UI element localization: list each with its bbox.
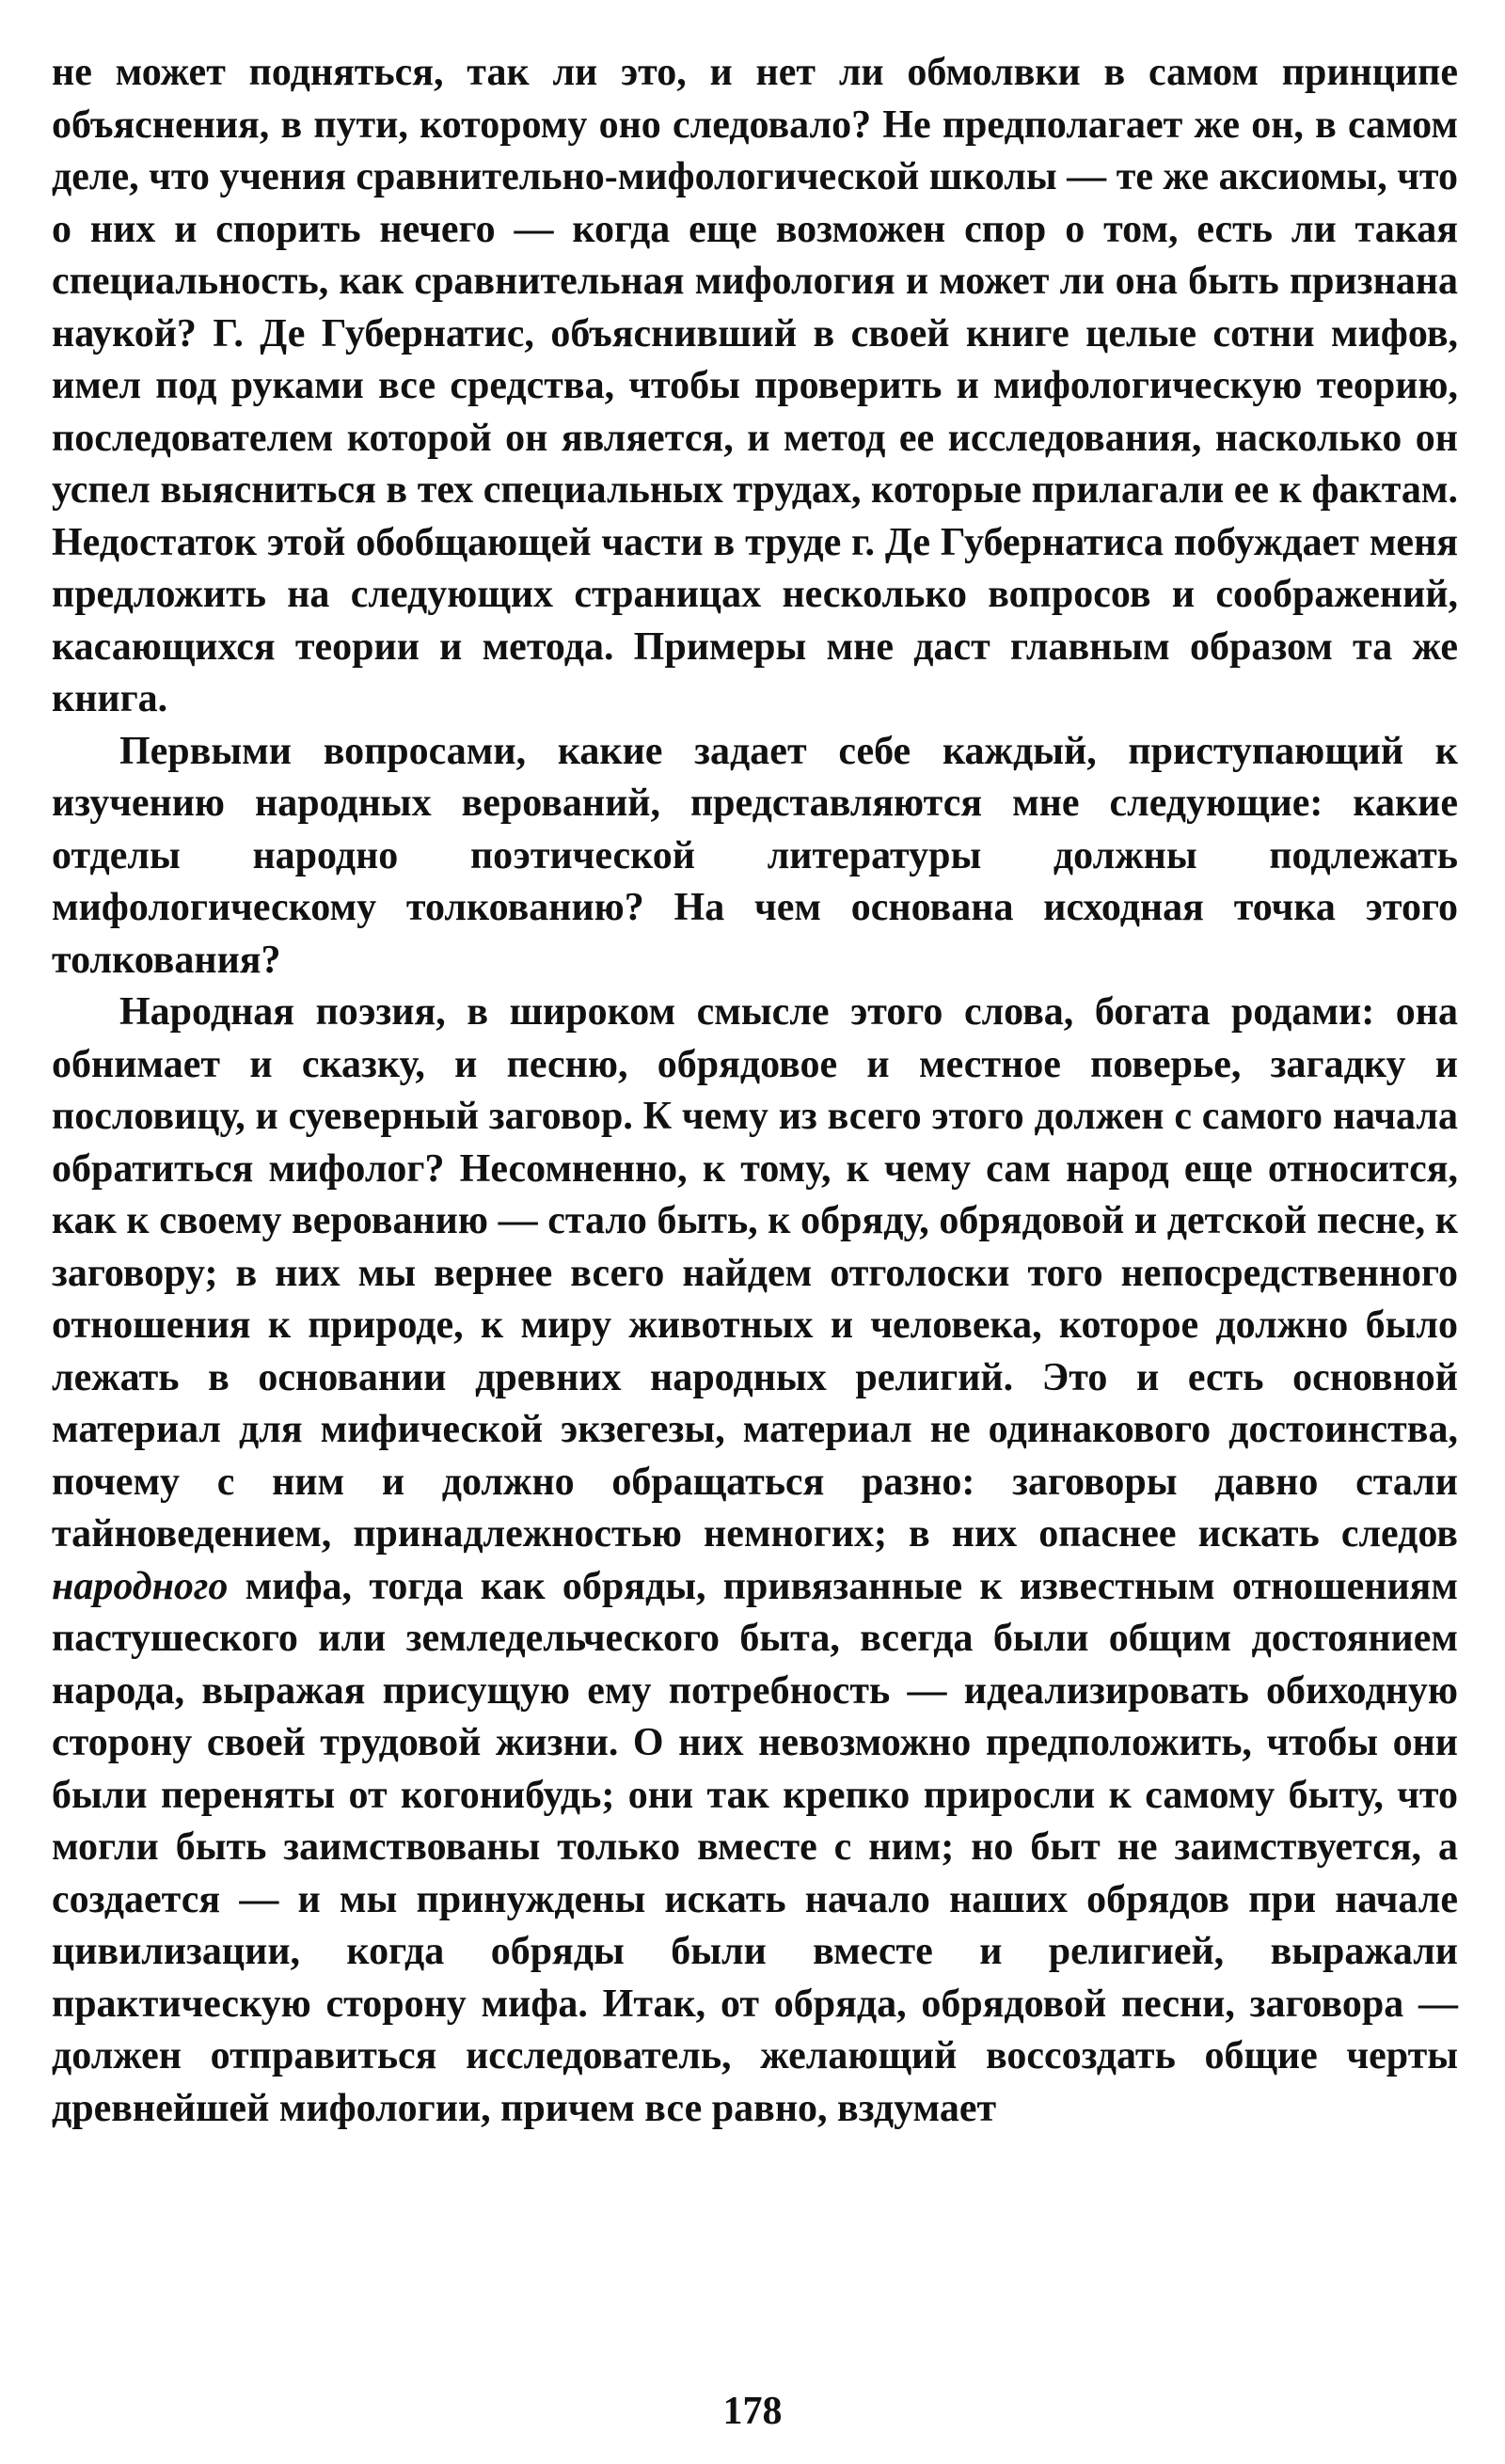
paragraph-2: Первыми вопросами, какие задает себе каждый, приступающий к изучению народных верований, представляются мне следующие: какие отделы народно поэтической литературы должны подлежать мифологическому толкованию? На чем основана исходная точка этого толкования? bbox=[52, 729, 1458, 982]
italic-word-narodnogo: народного bbox=[52, 1564, 229, 1608]
paragraph-1: не может подняться, так ли это, и нет ли обмолвки в самом принципе объяснения, в пути, которому оно следовало? Не предполагает же он, в самом деле, что учения сравнительно-мифологической школы — те же аксиомы, что о них и спорить нечего — когда еще возможен спор о том, есть ли такая специальность, как сравнительная мифология и может ли она быть признана наукой? Г. Де Губернатис, объяснивший в своей книге целые сотни мифов, имел под руками все средства, чтобы проверить и мифологическую теорию, последователем которой он является, и метод ее исследования, насколько он успел выясниться в тех специальных трудах, которые прилагали ее к фактам. Недостаток этой обобщающей части в труде г. Де Губернатиса побуждает меня предложить на следующих страницах несколько вопросов и соображений, касающихся теории и метода. Примеры мне даст главным образом та же книга. bbox=[52, 51, 1458, 720]
paragraph-3 bbox=[52, 987, 1458, 2135]
page-number: 178 bbox=[722, 2390, 783, 2433]
paragraph-3-part-1: Народная поэзия, в широком смысле этого слова, богата родами: она обнимает и сказку, и песню, обрядовое и местное поверье, загадку и пословицу, и суеверный заговор. К чему из всего этого должен с самого начала обратиться мифолог? Несомненно, к тому, к чему сам народ еще относится, как к своему верованию — стало быть, к обряду, обрядовой и детской песне, к заговору; в них мы вернее всего найдем отголоски того непосредственного отношения к природе, к миру животных и человека, которое должно было лежать в основании древних народных религий. Это и есть основной материал для мифической экзегезы, материал не одинакового достоинства, почему с ним и должно обращаться разно: заговоры давно стали тайноведением, принадлежностью немногих; в них опаснее искать следов bbox=[52, 990, 1458, 1556]
paragraph-3-part-2: мифа, тогда как обряды, привязанные к известным отношениям пастушеского или земледельческого быта, всегда были общим достоянием народа, выражая присущую ему потребность — идеализировать обиходную сторону своей трудовой жизни. О них невозможно предположить, чтобы они были переняты от когонибудь; они так крепко приросли к самому быту, что могли быть заимствованы только вместе с ним; но быт не заимствуется, а создается — и мы принуждены искать начало наших обрядов при начале цивилизации, когда обряды были вместе и религией, выражали практическую сторону мифа. Итак, от обряда, обрядовой песни, заговора — должен отправиться исследователь, желающий воссоздать общие черты древнейшей мифологии, причем все равно, вздумает bbox=[52, 1564, 1458, 2130]
page-body bbox=[52, 47, 1458, 2135]
